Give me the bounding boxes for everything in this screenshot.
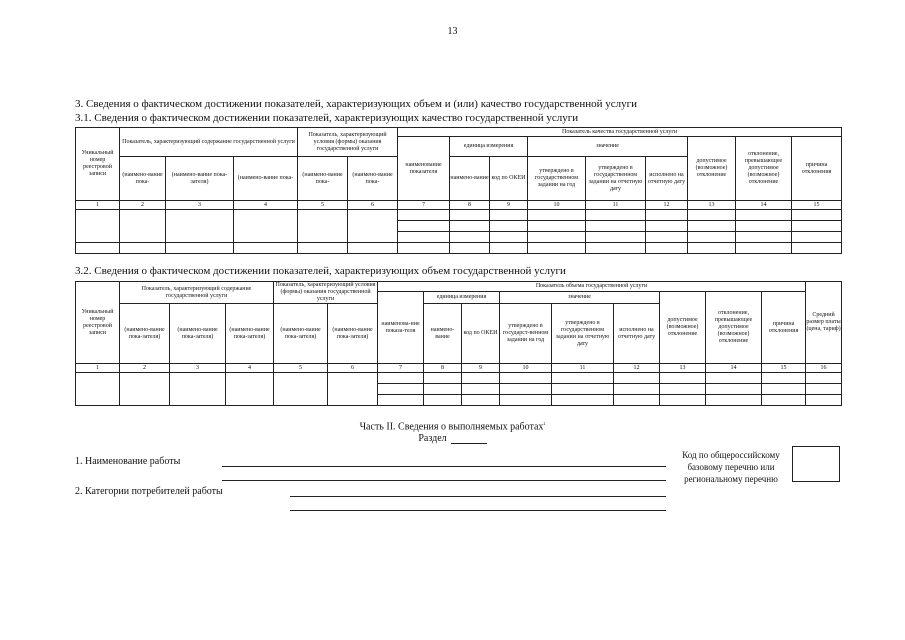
t2-approved: утверждено в государст-венном задании на год: [500, 304, 552, 364]
col-num: 11: [552, 364, 614, 373]
col-num: 5: [298, 201, 348, 210]
work-name-label: 1. Наименование работы: [75, 456, 181, 467]
razdel-label: Раздел: [0, 433, 905, 444]
t1-number-row: [76, 201, 842, 210]
t2-approved-date: утверждено в государственном задании на отчетную дату: [552, 304, 614, 364]
work-consumers-line-2[interactable]: [290, 510, 666, 511]
table-row: [76, 210, 842, 221]
volume-table: [75, 281, 842, 406]
work-consumers-label: 2. Категории потребителей работы: [75, 486, 223, 497]
col-num: 1: [76, 201, 120, 210]
page-number: 13: [447, 26, 458, 37]
col-num: 2: [120, 201, 166, 210]
t1-okei: код по ОКЕИ: [490, 157, 528, 201]
t2-avg-header: Средний размер платы (цена, тариф): [806, 282, 842, 364]
col-num: 15: [762, 364, 806, 373]
work-name-line-2[interactable]: [222, 480, 666, 481]
t1-sub-6: (наимено-вание пока-: [348, 157, 398, 201]
t2-conditions-header: Показатель, характеризующий условия (формы) оказания государственной услуги: [275, 282, 376, 302]
t2-unit-name: наимено-вание: [424, 304, 462, 364]
work-consumers-line[interactable]: [290, 496, 666, 497]
col-num: 2: [120, 364, 170, 373]
t2-unit-header: единица измерения: [424, 292, 500, 304]
col-num: 12: [646, 201, 688, 210]
col-num: 13: [660, 364, 706, 373]
col-num: 14: [736, 201, 792, 210]
col-num: 11: [586, 201, 646, 210]
t2-number-row: [76, 364, 842, 373]
t2-sub-2: (наимено-вание пока-зателя): [120, 304, 170, 364]
col-num: 6: [348, 201, 398, 210]
code-box[interactable]: [792, 446, 840, 482]
t1-value-header: значение: [528, 137, 688, 157]
col-num: 3: [170, 364, 226, 373]
t2-value-header: значение: [500, 292, 660, 304]
t1-approved-date: утверждено в государственном задании на отчетную дату: [586, 157, 646, 201]
t1-done: исполнено на отчетную дату: [646, 157, 688, 201]
t2-sub-4: (наимено-вание пока-зателя): [226, 304, 274, 364]
t2-sub-6: (наимено-вание пока-зателя): [328, 304, 378, 364]
t2-sub-5: (наимено-вание пока-зателя): [274, 304, 328, 364]
t2-done: исполнено на отчетную дату: [614, 304, 660, 364]
col-num: 7: [378, 364, 424, 373]
t1-reason-header: причина отклонения: [792, 137, 842, 201]
t2-unique-header: Уникальный номер реестровой записи: [76, 282, 120, 364]
col-num: 1: [76, 364, 120, 373]
t2-allowed-header: допустимое (возможное) отклонение: [660, 292, 706, 364]
col-num: 5: [274, 364, 328, 373]
t1-unit-name: наимено-вание: [450, 157, 490, 201]
col-num: 4: [226, 364, 274, 373]
t1-name-header: наименование показателя: [398, 137, 450, 201]
col-num: 10: [528, 201, 586, 210]
col-num: 12: [614, 364, 660, 373]
col-num: 10: [500, 364, 552, 373]
code-label: Код по общероссийскому базовому перечню или региональному перечню: [682, 450, 780, 484]
section-3-2-title: 3.2. Сведения о фактическом достижении показателей, характеризующих объем государственной услуги: [75, 265, 566, 277]
col-num: 8: [450, 201, 490, 210]
t2-okei: код по ОКЕИ: [462, 304, 500, 364]
col-num: 15: [792, 201, 842, 210]
t1-allowed-header: допустимое (возможное) отклонение: [688, 137, 736, 201]
col-num: 6: [328, 364, 378, 373]
section-3-1-title: 3.1. Сведения о фактическом достижении показателей, характеризующих качество государственной услуги: [75, 112, 579, 124]
work-name-line[interactable]: [222, 466, 666, 467]
t1-unit-header: единица измерения: [450, 137, 528, 157]
t1-exceed-header: отклонение, превышающее допустимое (возможное) отклонение: [736, 137, 792, 201]
col-num: 7: [398, 201, 450, 210]
t2-name-header: наименова-ние показа-теля: [378, 292, 424, 364]
col-num: 13: [688, 201, 736, 210]
quality-table: [75, 127, 842, 254]
t2-exceed-header: отклонение, превышающее допустимое (возможное) отклонение: [706, 292, 762, 364]
t1-sub-2: (наимено-вание пока-: [120, 157, 166, 201]
section-3-title: 3. Сведения о фактическом достижении показателей, характеризующих объем и (или) качество государственной услуги: [75, 98, 638, 110]
t1-unique-header: Уникальный номер реестровой записи: [76, 128, 120, 201]
t1-conditions-header: Показатель, характеризующий условия (формы) оказания государственной услуги: [298, 128, 398, 157]
t2-reason-header: причина отклонения: [762, 292, 806, 364]
t2-volume-header: Показатель объема государственной услуги: [378, 282, 806, 292]
col-num: 8: [424, 364, 462, 373]
t1-content-header: Показатель, характеризующий содержание государственной услуги: [120, 128, 298, 157]
part-2-title: Часть II. Сведения о выполняемых работах$^2$: [359, 421, 546, 433]
t1-sub-3: (наимено-вание пока-зателя): [166, 157, 234, 201]
t2-sub-3: (наимено-вание пока-зателя): [170, 304, 226, 364]
t1-sub-5: (наимено-вание пока-: [298, 157, 348, 201]
col-num: 4: [234, 201, 298, 210]
table-row: [76, 243, 842, 254]
col-num: 9: [490, 201, 528, 210]
t2-content-header: Показатель, характеризующий содержание государственной услуги: [120, 282, 274, 304]
col-num: 3: [166, 201, 234, 210]
col-num: 9: [462, 364, 500, 373]
col-num: 14: [706, 364, 762, 373]
col-num: 16: [806, 364, 842, 373]
table-row: [76, 373, 842, 384]
t1-sub-4: (наимено-вание пока-: [234, 157, 298, 201]
t1-quality-header: Показатель качества государственной услуги: [398, 128, 842, 137]
t1-approved: утверждено в государственном задании на год: [528, 157, 586, 201]
